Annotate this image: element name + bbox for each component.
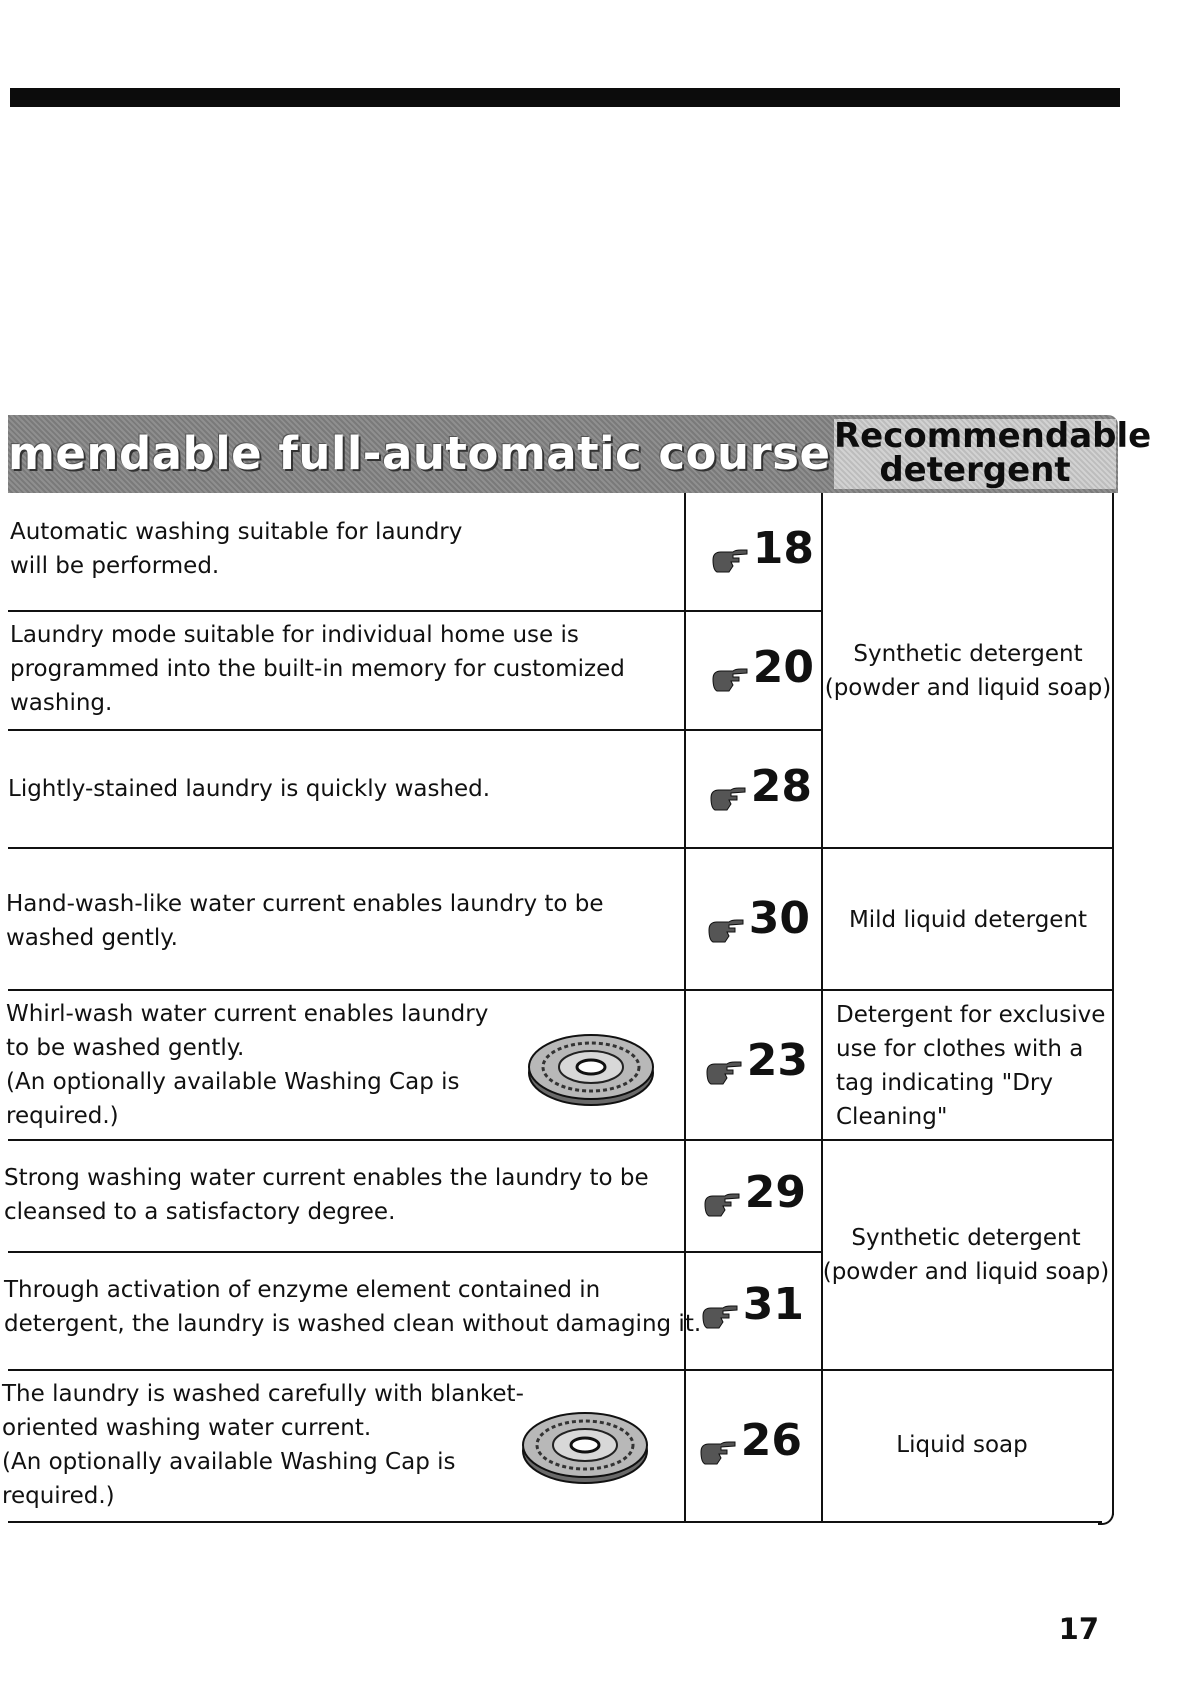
detergent-header-line1: Recommendable [834,416,1152,456]
pointing-hand-icon [709,774,747,804]
course-table [2,415,1152,1523]
table-right-edge [1112,493,1114,1515]
washing-cap-icon [520,1405,650,1487]
row-divider [8,1139,1114,1141]
top-rule [10,88,1120,107]
page-reference: 29 [686,1167,806,1218]
page-number: 17 [1058,1612,1099,1646]
detergent-header-line2: detergent [879,450,1071,490]
detergent-cell: Synthetic detergent (powder and liquid soap) [822,1225,1110,1285]
page-reference: 30 [690,893,810,944]
row-description: The laundry is washed carefully with blanket- oriented washing water current. (An optionally available Washing Cap is required.) [2,1381,524,1509]
detergent-cell: Mild liquid detergent [848,907,1088,933]
page-reference: 23 [688,1035,808,1086]
row-description: Through activation of enzyme element contained in detergent, the laundry is washed clean without damaging it. [4,1277,702,1337]
table-bottom-edge [8,1521,1102,1523]
pointing-hand-icon [699,1428,737,1458]
row-divider [8,847,1114,849]
pointing-hand-icon [705,1048,743,1078]
page-reference: 26 [682,1415,802,1466]
page-reference: 18 [694,523,814,574]
washing-cap-icon [526,1027,656,1109]
row-divider [8,610,823,612]
row-description: Strong washing water current enables the laundry to be cleansed to a satisfactory degree. [4,1165,649,1225]
pointing-hand-icon [711,655,749,685]
table-header [8,415,1152,493]
row-description: Automatic washing suitable for laundry will be performed. [10,519,463,579]
detergent-cell: Liquid soap [896,1432,1028,1458]
page-reference: 31 [684,1279,804,1330]
detergent-cell: Synthetic detergent (powder and liquid soap) [824,641,1112,701]
pointing-hand-icon [707,906,745,936]
row-divider [8,989,1114,991]
row-description: Lightly-stained laundry is quickly washed. [8,776,491,802]
row-divider [8,729,823,731]
pointing-hand-icon [711,536,749,566]
pointing-hand-icon [701,1292,739,1322]
pointing-hand-icon [703,1180,741,1210]
row-description: Laundry mode suitable for individual home use is programmed into the built-in memory for customized washing. [10,622,625,716]
page-reference: 20 [694,642,814,693]
detergent-column-header [834,416,1152,490]
page-reference: 28 [692,761,812,812]
row-description: Hand-wash-like water current enables laundry to be washed gently. [6,891,604,951]
row-description: Whirl-wash water current enables laundry to be washed gently. (An optionally available Washing Cap is required.) [6,1001,489,1129]
row-divider [8,1251,823,1253]
row-divider [8,1369,1114,1371]
detergent-cell: Detergent for exclusive use for clothes with a tag indicating "Dry Cleaning" [836,1002,1106,1130]
table-title: mendable full-automatic course [8,427,831,480]
